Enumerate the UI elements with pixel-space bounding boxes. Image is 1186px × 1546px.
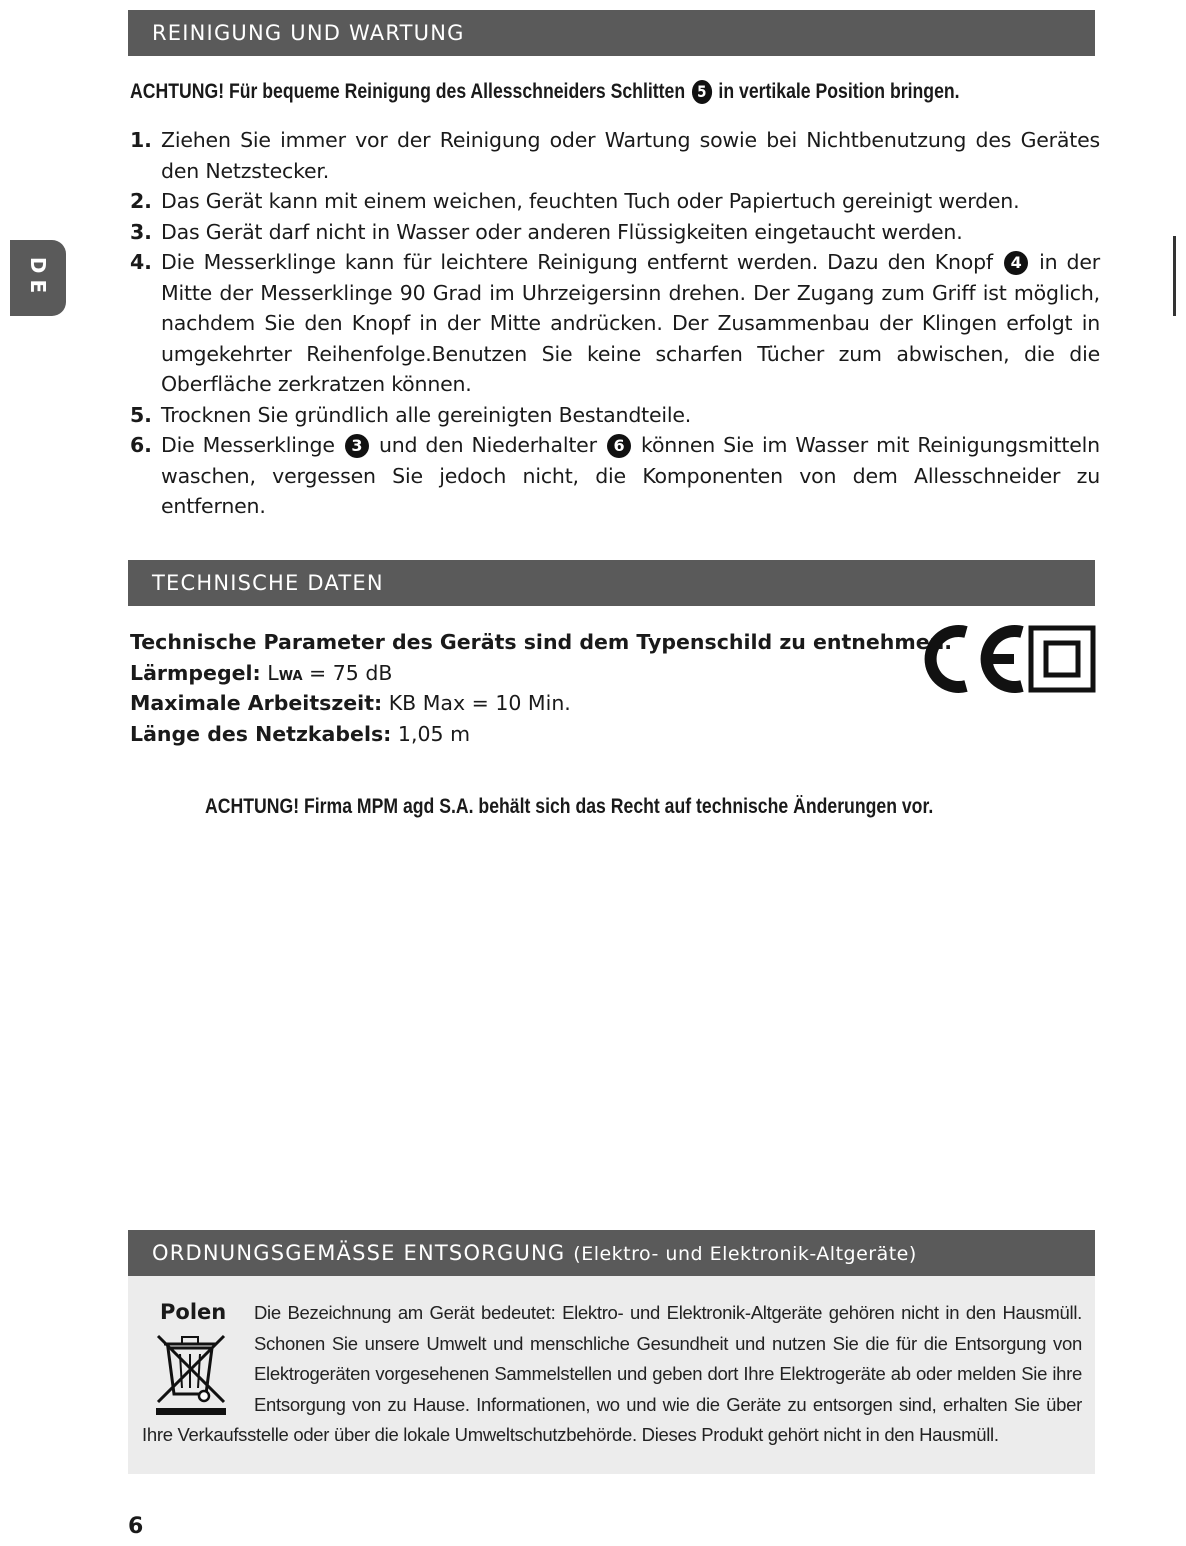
step-text [161, 400, 1100, 431]
part-number-badge: 4 [1004, 251, 1028, 275]
language-tab [10, 240, 66, 316]
section-header-cleaning [128, 10, 1095, 56]
step-text-part: Die Messerklinge kann für leichtere Reinigung entfernt werden. Dazu den Knopf [161, 250, 993, 274]
cleaning-warning: ACHTUNG! Für bequeme Reinigung des Allesschneiders Schlitten 5 in vertikale Position bringen. [130, 80, 960, 103]
step-item [130, 186, 1100, 217]
step-number: 1. [130, 128, 152, 152]
noise-level: Lärmpegel: LWA = 75 dB [130, 661, 393, 685]
step-number: 4. [130, 250, 152, 274]
section-subtitle: (Elektro- und Elektronik-Altgeräte) [573, 1243, 917, 1265]
step-item [130, 247, 1100, 400]
language-tab-label: DE [26, 256, 50, 300]
step-text-part: Das Gerät darf nicht in Wasser oder anderen Flüssigkeiten eingetaucht werden. [161, 219, 963, 244]
part-number-badge: 6 [607, 434, 631, 458]
step-number: 5. [130, 402, 152, 427]
step-item [130, 217, 1100, 248]
max-work-time: Maximale Arbeitszeit: KB Max = 10 Min. [130, 691, 571, 715]
step-text [161, 247, 1100, 400]
edge-mark [1173, 236, 1176, 316]
step-text-part: können Sie im Wasser mit Reinigungsmitteln waschen, vergessen Sie jedoch nicht, die Komponenten von dem Allesschneider zu entfernen. [161, 433, 1100, 518]
step-text [161, 125, 1100, 186]
cable-length: Länge des Netzkabels: 1,05 m [130, 722, 471, 746]
step-number: 2. [130, 189, 152, 213]
page-number: 6 [128, 1514, 144, 1539]
step-number: 3. [130, 219, 152, 244]
step-item [130, 400, 1100, 431]
step-text-part: in der Mitte der Messerklinge 90 Grad im Uhrzeigersinn drehen. Der Zugang zum Griff ist möglich, nachdem Sie den Knopf in der Mitte andrücken. Der Zusammenbau der Klingen erfolgt in umgekehrter Reihenfolge.Benutzen Sie keine scharfen Tücher zum abwischen, die die Oberfläche zerkratzen können. [161, 250, 1100, 396]
step-text-part: Das Gerät kann mit einem weichen, feuchten Tuch oder Papiertuch gereinigt werden. [161, 189, 1020, 213]
cleaning-steps-list [130, 125, 1100, 522]
section-title: REINIGUNG UND WARTUNG [152, 21, 465, 45]
disposal-box [128, 1276, 1095, 1474]
disposal-text: Die Bezeichnung am Gerät bedeutet: Elektro- und Elektronik-Altgeräte gehören nicht in den Hausmüll. Schonen Sie unsere Umwelt und menschliche Gesundheit und nutzen Sie die für die Entsorgung von Elektrogeräten vorgesehenen Sammelstellen und geben dort Ihre Elektrogeräte ab oder melden Sie ihre Entsorgung von zu Hause. Informationen, wo und wie die Geräte zu entsorgen sind, erhalten Sie über Ihre Verkaufsstelle oder über die lokale Umweltschutzbehörde. Dieses Produkt gehört nicht in den Hausmüll. [142, 1302, 1082, 1445]
section-title: TECHNISCHE DATEN [152, 571, 384, 595]
section-header-disposal [128, 1230, 1095, 1276]
step-text [161, 430, 1100, 522]
step-text [161, 217, 1100, 248]
ce-mark-icon [914, 624, 1098, 696]
country-label: Polen [160, 1300, 227, 1324]
section-header-technical-data [128, 560, 1095, 606]
step-text-part: Ziehen Sie immer vor der Reinigung oder Wartung sowie bei Nichtbenutzung des Gerätes den Netzstecker. [161, 128, 1100, 183]
section-title: ORDNUNGSGEMÄSSE ENTSORGUNG [152, 1241, 566, 1265]
part-number-badge: 5 [692, 80, 712, 104]
step-item [130, 430, 1100, 522]
param-note: Technische Parameter des Geräts sind dem Typenschild zu entnehmen. [130, 630, 953, 654]
step-text-part: Trocknen Sie gründlich alle gereinigten Bestandteile. [161, 402, 692, 427]
step-number: 6. [130, 433, 152, 457]
step-item [130, 125, 1100, 186]
step-text-part: und den Niederhalter [378, 433, 597, 457]
step-text-part: Die Messerklinge [161, 433, 335, 457]
part-number-badge: 3 [345, 434, 369, 458]
technical-change-warning: ACHTUNG! Firma MPM agd S.A. behält sich das Recht auf technische Änderungen vor. [205, 795, 934, 818]
step-text [161, 186, 1100, 217]
